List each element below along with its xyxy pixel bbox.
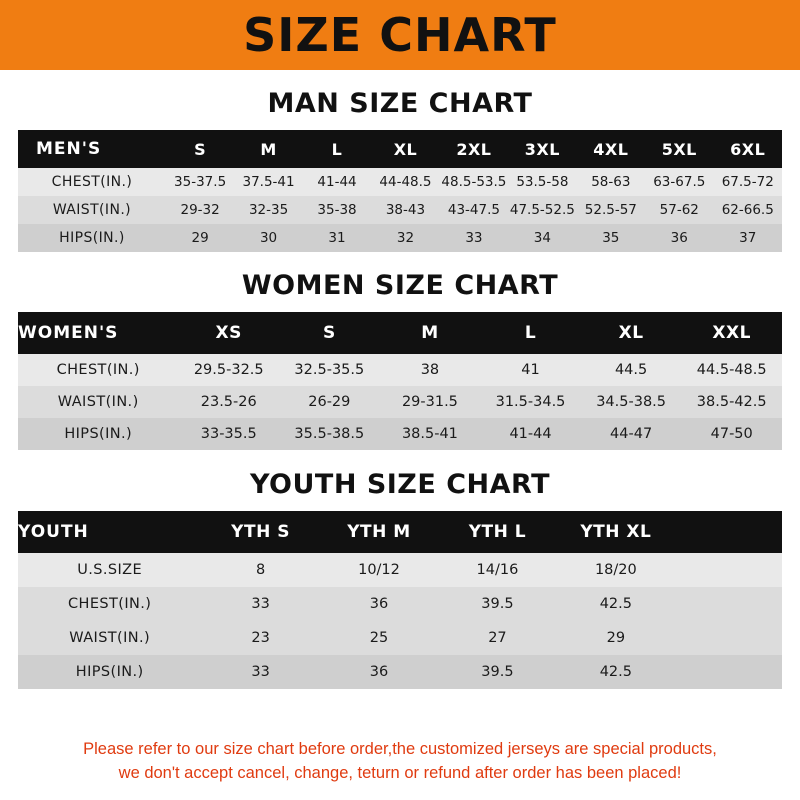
man-chest-xl: 44-48.5 bbox=[379, 174, 432, 190]
man-header-s: S bbox=[194, 139, 207, 159]
women-chest-xxl: 44.5-48.5 bbox=[696, 362, 767, 378]
youth-row-ussize-label: U.S.SIZE bbox=[77, 562, 143, 578]
women-table-header-row bbox=[18, 312, 782, 354]
table-row bbox=[18, 354, 782, 386]
youth-hips-spacer bbox=[675, 655, 782, 689]
man-header-m: M bbox=[260, 139, 277, 159]
women-header-m: M bbox=[421, 323, 439, 343]
youth-waist-spacer bbox=[675, 621, 782, 655]
women-chest-l: 41 bbox=[521, 362, 540, 378]
youth-chest-s: 33 bbox=[251, 596, 270, 612]
table-row bbox=[18, 168, 782, 196]
women-row-chest-label: CHEST(IN.) bbox=[56, 362, 140, 378]
women-chest-m: 38 bbox=[420, 362, 440, 378]
women-hips-m: 38.5-41 bbox=[401, 426, 458, 442]
women-waist-l: 31.5-34.5 bbox=[495, 394, 566, 410]
man-chest-4xl: 58-63 bbox=[591, 174, 631, 190]
women-hips-xl: 44-47 bbox=[610, 426, 653, 442]
table-row bbox=[18, 621, 782, 655]
youth-header-label: YOUTH bbox=[18, 522, 89, 542]
youth-chest-spacer bbox=[675, 587, 782, 621]
youth-header-m: YTH M bbox=[347, 522, 411, 542]
youth-ussize-s: 8 bbox=[255, 562, 266, 578]
man-size-table bbox=[18, 130, 782, 252]
women-header-l: L bbox=[524, 323, 537, 343]
man-section-title: MAN SIZE CHART bbox=[267, 88, 533, 119]
youth-ussize-spacer bbox=[675, 553, 782, 587]
man-header-6xl: 6XL bbox=[730, 139, 766, 159]
man-chest-s: 35-37.5 bbox=[174, 174, 227, 190]
man-row-chest-label: CHEST(IN.) bbox=[51, 174, 133, 190]
youth-chest-m: 36 bbox=[369, 596, 389, 612]
man-header-l: L bbox=[331, 139, 343, 159]
youth-table-header-row bbox=[18, 511, 782, 553]
women-row-hips-label: HIPS(IN.) bbox=[64, 426, 133, 442]
man-chest-2xl: 48.5-53.5 bbox=[441, 174, 507, 190]
man-hips-6xl: 37 bbox=[739, 230, 757, 246]
table-row bbox=[18, 553, 782, 587]
women-header-xxl: XXL bbox=[712, 323, 751, 343]
man-waist-s: 29-32 bbox=[180, 202, 220, 218]
youth-section-title: YOUTH SIZE CHART bbox=[249, 469, 551, 500]
man-row-waist-label: WAIST(IN.) bbox=[52, 202, 132, 218]
note-line-1: Please refer to our size chart before order,the customized jerseys are special products, bbox=[83, 739, 717, 758]
man-waist-5xl: 57-62 bbox=[659, 202, 699, 218]
youth-header-s: YTH S bbox=[231, 522, 290, 542]
man-chest-3xl: 53.5-58 bbox=[516, 174, 569, 190]
youth-row-waist-label: WAIST(IN.) bbox=[69, 630, 151, 646]
man-waist-4xl: 52.5-57 bbox=[584, 202, 637, 218]
youth-ussize-m: 10/12 bbox=[358, 562, 400, 578]
man-hips-m: 30 bbox=[259, 230, 278, 246]
man-hips-2xl: 33 bbox=[465, 230, 483, 246]
women-waist-m: 29-31.5 bbox=[401, 394, 458, 410]
youth-chest-l: 39.5 bbox=[481, 596, 514, 612]
man-header-xl: XL bbox=[393, 139, 418, 159]
note-line-2: we don't accept cancel, change, teturn or refund after order has been placed! bbox=[118, 764, 682, 783]
women-waist-xs: 23.5-26 bbox=[200, 394, 257, 410]
man-hips-s: 29 bbox=[191, 230, 209, 246]
table-row bbox=[18, 224, 782, 252]
man-table-header-row bbox=[18, 130, 782, 168]
man-waist-6xl: 62-66.5 bbox=[721, 202, 774, 218]
man-hips-3xl: 34 bbox=[533, 230, 551, 246]
man-waist-2xl: 43-47.5 bbox=[447, 202, 500, 218]
page-title: SIZE CHART bbox=[243, 8, 557, 62]
youth-waist-l: 27 bbox=[488, 630, 507, 646]
women-chest-s: 32.5-35.5 bbox=[294, 362, 365, 378]
women-waist-xxl: 38.5-42.5 bbox=[696, 394, 767, 410]
women-header-xs: XS bbox=[215, 323, 242, 343]
man-hips-4xl: 35 bbox=[602, 230, 620, 246]
man-header-3xl: 3XL bbox=[524, 139, 560, 159]
man-chest-6xl: 67.5-72 bbox=[721, 174, 774, 190]
women-hips-l: 41-44 bbox=[509, 426, 552, 442]
youth-header-spacer bbox=[675, 511, 782, 553]
man-waist-xl: 38-43 bbox=[385, 202, 426, 218]
youth-hips-xl: 42.5 bbox=[599, 664, 632, 680]
man-header-label: MEN'S bbox=[36, 139, 102, 159]
man-hips-xl: 32 bbox=[396, 230, 415, 246]
man-chest-5xl: 63-67.5 bbox=[653, 174, 706, 190]
youth-chest-xl: 42.5 bbox=[599, 596, 632, 612]
man-waist-m: 32-35 bbox=[248, 202, 289, 218]
youth-header-xl: YTH XL bbox=[580, 522, 652, 542]
header-banner bbox=[0, 0, 800, 70]
youth-waist-xl: 29 bbox=[606, 630, 626, 646]
women-waist-s: 26-29 bbox=[308, 394, 351, 410]
table-row bbox=[18, 196, 782, 224]
women-header-xl: XL bbox=[618, 323, 644, 343]
youth-hips-l: 39.5 bbox=[481, 664, 514, 680]
man-waist-3xl: 47.5-52.5 bbox=[509, 202, 575, 218]
order-policy-note bbox=[18, 725, 782, 800]
table-row bbox=[18, 587, 782, 621]
youth-row-chest-label: CHEST(IN.) bbox=[68, 596, 152, 612]
table-row bbox=[18, 386, 782, 418]
women-chest-xl: 44.5 bbox=[614, 362, 648, 378]
man-header-2xl: 2XL bbox=[456, 139, 492, 159]
youth-size-table bbox=[18, 511, 782, 689]
man-chest-m: 37.5-41 bbox=[242, 174, 295, 190]
women-hips-s: 35.5-38.5 bbox=[294, 426, 365, 442]
table-row bbox=[18, 418, 782, 450]
youth-ussize-l: 14/16 bbox=[476, 562, 519, 578]
youth-waist-m: 25 bbox=[369, 630, 389, 646]
man-hips-5xl: 36 bbox=[670, 230, 688, 246]
women-chest-xs: 29.5-32.5 bbox=[193, 362, 264, 378]
chart-content bbox=[0, 70, 800, 800]
women-hips-xs: 33-35.5 bbox=[200, 426, 257, 442]
man-header-5xl: 5XL bbox=[661, 139, 697, 159]
women-waist-xl: 34.5-38.5 bbox=[596, 394, 667, 410]
women-header-label: WOMEN'S bbox=[18, 323, 119, 343]
man-header-4xl: 4XL bbox=[593, 139, 629, 159]
women-header-s: S bbox=[322, 323, 336, 343]
youth-header-l: YTH L bbox=[468, 522, 527, 542]
youth-hips-s: 33 bbox=[251, 664, 270, 680]
man-row-hips-label: HIPS(IN.) bbox=[59, 230, 125, 246]
youth-waist-s: 23 bbox=[251, 630, 270, 646]
women-hips-xxl: 47-50 bbox=[710, 426, 753, 442]
man-chest-l: 41-44 bbox=[317, 174, 357, 190]
women-section-title: WOMEN SIZE CHART bbox=[241, 270, 559, 301]
youth-row-hips-label: HIPS(IN.) bbox=[75, 664, 144, 680]
man-waist-l: 35-38 bbox=[317, 202, 357, 218]
women-row-waist-label: WAIST(IN.) bbox=[57, 394, 139, 410]
youth-ussize-xl: 18/20 bbox=[594, 562, 637, 578]
table-row bbox=[18, 655, 782, 689]
youth-hips-m: 36 bbox=[369, 664, 389, 680]
man-hips-l: 31 bbox=[328, 230, 346, 246]
women-size-table bbox=[18, 312, 782, 450]
